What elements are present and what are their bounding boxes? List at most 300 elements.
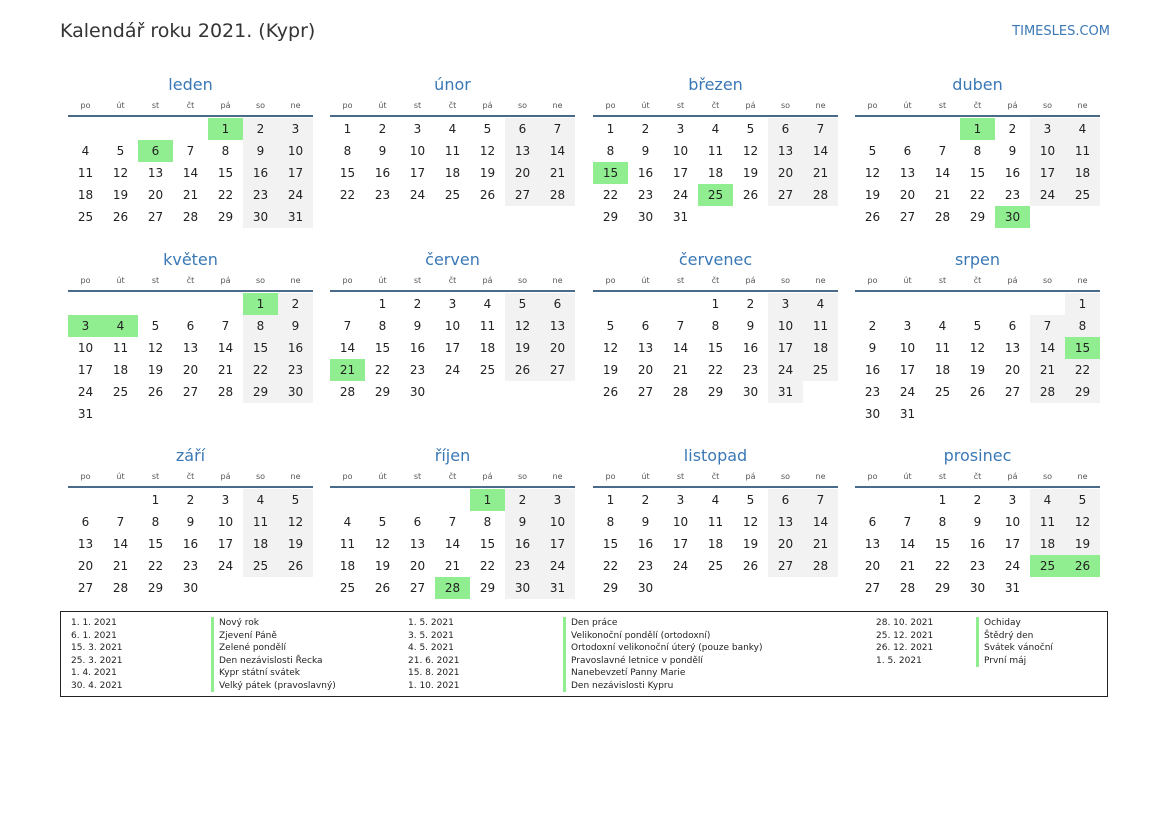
day-cell[interactable]: 18 <box>479 341 496 355</box>
day-cell[interactable]: 13 <box>505 140 540 162</box>
day-cell[interactable]: 26 <box>969 385 986 399</box>
day-cell[interactable]: 8 <box>243 315 278 337</box>
day-cell[interactable]: 18 <box>707 537 724 551</box>
day-cell[interactable]: 23 <box>742 363 759 377</box>
day-cell[interactable]: 26 <box>505 359 540 381</box>
holiday-day-cell[interactable]: 3 <box>68 315 103 337</box>
day-cell[interactable]: 21 <box>803 162 838 184</box>
day-cell[interactable]: 1 <box>606 493 615 507</box>
day-cell[interactable]: 24 <box>672 559 689 573</box>
day-cell[interactable]: 30 <box>742 385 759 399</box>
day-cell[interactable]: 29 <box>969 210 986 224</box>
day-cell[interactable]: 6 <box>768 489 803 511</box>
day-cell[interactable]: 8 <box>711 319 720 333</box>
day-cell[interactable]: 5 <box>606 319 615 333</box>
day-cell[interactable]: 26 <box>479 188 496 202</box>
day-cell[interactable]: 22 <box>969 188 986 202</box>
day-cell[interactable]: 31 <box>540 577 575 599</box>
day-cell[interactable]: 30 <box>864 407 881 421</box>
day-cell[interactable]: 10 <box>278 140 313 162</box>
day-cell[interactable]: 23 <box>637 188 654 202</box>
day-cell[interactable]: 1 <box>606 122 615 136</box>
holiday-day-cell[interactable]: 4 <box>103 315 138 337</box>
day-cell[interactable]: 28 <box>112 581 129 595</box>
day-cell[interactable]: 27 <box>637 385 654 399</box>
day-cell[interactable]: 28 <box>182 210 199 224</box>
day-cell[interactable]: 7 <box>803 489 838 511</box>
day-cell[interactable]: 11 <box>112 341 129 355</box>
day-cell[interactable]: 18 <box>803 337 838 359</box>
day-cell[interactable]: 9 <box>186 515 195 529</box>
day-cell[interactable]: 10 <box>1004 515 1021 529</box>
day-cell[interactable]: 25 <box>707 559 724 573</box>
day-cell[interactable]: 23 <box>278 359 313 381</box>
day-cell[interactable]: 15 <box>969 166 986 180</box>
day-cell[interactable]: 14 <box>934 166 951 180</box>
day-cell[interactable]: 13 <box>182 341 199 355</box>
day-cell[interactable]: 15 <box>339 166 356 180</box>
day-cell[interactable]: 16 <box>864 363 881 377</box>
day-cell[interactable]: 16 <box>1004 166 1021 180</box>
day-cell[interactable]: 17 <box>278 162 313 184</box>
day-cell[interactable]: 13 <box>147 166 164 180</box>
day-cell[interactable]: 26 <box>602 385 619 399</box>
day-cell[interactable]: 30 <box>243 206 278 228</box>
day-cell[interactable]: 24 <box>1004 559 1021 573</box>
day-cell[interactable]: 15 <box>374 341 391 355</box>
day-cell[interactable]: 20 <box>540 337 575 359</box>
day-cell[interactable]: 19 <box>864 188 881 202</box>
day-cell[interactable]: 12 <box>112 166 129 180</box>
day-cell[interactable]: 11 <box>339 537 356 551</box>
day-cell[interactable]: 20 <box>864 559 881 573</box>
day-cell[interactable]: 1 <box>711 297 720 311</box>
day-cell[interactable]: 12 <box>147 341 164 355</box>
day-cell[interactable]: 10 <box>77 341 94 355</box>
day-cell[interactable]: 3 <box>676 493 685 507</box>
day-cell[interactable]: 16 <box>182 537 199 551</box>
day-cell[interactable]: 14 <box>1030 337 1065 359</box>
day-cell[interactable]: 21 <box>112 559 129 573</box>
day-cell[interactable]: 17 <box>1030 162 1065 184</box>
day-cell[interactable]: 17 <box>77 363 94 377</box>
day-cell[interactable]: 10 <box>409 144 426 158</box>
day-cell[interactable]: 12 <box>1065 511 1100 533</box>
day-cell[interactable]: 9 <box>278 315 313 337</box>
day-cell[interactable]: 5 <box>973 319 982 333</box>
day-cell[interactable]: 9 <box>746 319 755 333</box>
day-cell[interactable]: 3 <box>221 493 230 507</box>
day-cell[interactable]: 4 <box>711 122 720 136</box>
holiday-day-cell[interactable]: 30 <box>995 206 1030 228</box>
day-cell[interactable]: 4 <box>1030 489 1065 511</box>
day-cell[interactable]: 2 <box>378 122 387 136</box>
day-cell[interactable]: 4 <box>483 297 492 311</box>
day-cell[interactable]: 19 <box>505 337 540 359</box>
day-cell[interactable]: 14 <box>217 341 234 355</box>
day-cell[interactable]: 4 <box>243 489 278 511</box>
day-cell[interactable]: 25 <box>339 581 356 595</box>
day-cell[interactable]: 25 <box>934 385 951 399</box>
day-cell[interactable]: 20 <box>768 533 803 555</box>
day-cell[interactable]: 18 <box>339 559 356 573</box>
day-cell[interactable]: 3 <box>1008 493 1017 507</box>
day-cell[interactable]: 16 <box>278 337 313 359</box>
day-cell[interactable]: 23 <box>864 385 881 399</box>
day-cell[interactable]: 17 <box>540 533 575 555</box>
day-cell[interactable]: 10 <box>217 515 234 529</box>
day-cell[interactable]: 18 <box>707 166 724 180</box>
day-cell[interactable]: 8 <box>151 515 160 529</box>
day-cell[interactable]: 6 <box>868 515 877 529</box>
day-cell[interactable]: 3 <box>413 122 422 136</box>
day-cell[interactable]: 1 <box>938 493 947 507</box>
day-cell[interactable]: 28 <box>217 385 234 399</box>
day-cell[interactable]: 26 <box>864 210 881 224</box>
day-cell[interactable]: 3 <box>540 489 575 511</box>
day-cell[interactable]: 18 <box>112 363 129 377</box>
day-cell[interactable]: 7 <box>343 319 352 333</box>
day-cell[interactable]: 16 <box>374 166 391 180</box>
day-cell[interactable]: 6 <box>540 293 575 315</box>
day-cell[interactable]: 11 <box>1030 511 1065 533</box>
day-cell[interactable]: 29 <box>374 385 391 399</box>
day-cell[interactable]: 23 <box>243 184 278 206</box>
day-cell[interactable]: 19 <box>1065 533 1100 555</box>
day-cell[interactable]: 28 <box>672 385 689 399</box>
day-cell[interactable]: 7 <box>1030 315 1065 337</box>
day-cell[interactable]: 31 <box>768 381 803 403</box>
day-cell[interactable]: 5 <box>151 319 160 333</box>
day-cell[interactable]: 7 <box>903 515 912 529</box>
day-cell[interactable]: 18 <box>243 533 278 555</box>
day-cell[interactable]: 27 <box>899 210 916 224</box>
day-cell[interactable]: 15 <box>479 537 496 551</box>
day-cell[interactable]: 2 <box>746 297 755 311</box>
day-cell[interactable]: 29 <box>1065 381 1100 403</box>
day-cell[interactable]: 14 <box>182 166 199 180</box>
day-cell[interactable]: 30 <box>182 581 199 595</box>
day-cell[interactable]: 11 <box>707 515 724 529</box>
day-cell[interactable]: 28 <box>339 385 356 399</box>
day-cell[interactable]: 17 <box>899 363 916 377</box>
day-cell[interactable]: 16 <box>969 537 986 551</box>
day-cell[interactable]: 20 <box>899 188 916 202</box>
day-cell[interactable]: 19 <box>147 363 164 377</box>
day-cell[interactable]: 7 <box>186 144 195 158</box>
day-cell[interactable]: 29 <box>602 210 619 224</box>
day-cell[interactable]: 16 <box>243 162 278 184</box>
day-cell[interactable]: 25 <box>243 555 278 577</box>
day-cell[interactable]: 5 <box>116 144 125 158</box>
day-cell[interactable]: 19 <box>742 166 759 180</box>
day-cell[interactable]: 17 <box>672 166 689 180</box>
day-cell[interactable]: 4 <box>343 515 352 529</box>
day-cell[interactable]: 3 <box>278 118 313 140</box>
day-cell[interactable]: 13 <box>768 511 803 533</box>
day-cell[interactable]: 27 <box>77 581 94 595</box>
day-cell[interactable]: 20 <box>505 162 540 184</box>
day-cell[interactable]: 11 <box>77 166 94 180</box>
day-cell[interactable]: 26 <box>742 188 759 202</box>
day-cell[interactable]: 12 <box>602 341 619 355</box>
day-cell[interactable]: 4 <box>711 493 720 507</box>
day-cell[interactable]: 6 <box>505 118 540 140</box>
day-cell[interactable]: 18 <box>1065 162 1100 184</box>
day-cell[interactable]: 6 <box>1008 319 1017 333</box>
day-cell[interactable]: 28 <box>540 184 575 206</box>
day-cell[interactable]: 12 <box>505 315 540 337</box>
day-cell[interactable]: 11 <box>934 341 951 355</box>
day-cell[interactable]: 2 <box>505 489 540 511</box>
day-cell[interactable]: 27 <box>768 555 803 577</box>
day-cell[interactable]: 22 <box>147 559 164 573</box>
day-cell[interactable]: 26 <box>278 555 313 577</box>
day-cell[interactable]: 19 <box>969 363 986 377</box>
day-cell[interactable]: 1 <box>151 493 160 507</box>
day-cell[interactable]: 15 <box>217 166 234 180</box>
day-cell[interactable]: 16 <box>742 341 759 355</box>
day-cell[interactable]: 5 <box>746 122 755 136</box>
day-cell[interactable]: 8 <box>1065 315 1100 337</box>
day-cell[interactable]: 24 <box>77 385 94 399</box>
holiday-day-cell[interactable]: 1 <box>960 118 995 140</box>
day-cell[interactable]: 24 <box>672 188 689 202</box>
day-cell[interactable]: 20 <box>147 188 164 202</box>
day-cell[interactable]: 18 <box>1030 533 1065 555</box>
day-cell[interactable]: 31 <box>899 407 916 421</box>
holiday-day-cell[interactable]: 1 <box>243 293 278 315</box>
day-cell[interactable]: 2 <box>641 122 650 136</box>
day-cell[interactable]: 14 <box>112 537 129 551</box>
day-cell[interactable]: 22 <box>1065 359 1100 381</box>
day-cell[interactable]: 6 <box>81 515 90 529</box>
day-cell[interactable]: 28 <box>899 581 916 595</box>
day-cell[interactable]: 8 <box>973 144 982 158</box>
day-cell[interactable]: 9 <box>378 144 387 158</box>
holiday-day-cell[interactable]: 6 <box>138 140 173 162</box>
day-cell[interactable]: 2 <box>868 319 877 333</box>
day-cell[interactable]: 14 <box>339 341 356 355</box>
day-cell[interactable]: 8 <box>606 515 615 529</box>
day-cell[interactable]: 25 <box>112 385 129 399</box>
day-cell[interactable]: 31 <box>1004 581 1021 595</box>
day-cell[interactable]: 22 <box>602 559 619 573</box>
holiday-day-cell[interactable]: 1 <box>470 489 505 511</box>
day-cell[interactable]: 3 <box>1030 118 1065 140</box>
day-cell[interactable]: 18 <box>934 363 951 377</box>
day-cell[interactable]: 27 <box>409 581 426 595</box>
day-cell[interactable]: 19 <box>278 533 313 555</box>
day-cell[interactable]: 18 <box>77 188 94 202</box>
day-cell[interactable]: 26 <box>374 581 391 595</box>
day-cell[interactable]: 19 <box>479 166 496 180</box>
day-cell[interactable]: 20 <box>182 363 199 377</box>
day-cell[interactable]: 27 <box>540 359 575 381</box>
day-cell[interactable]: 16 <box>409 341 426 355</box>
holiday-day-cell[interactable]: 25 <box>1030 555 1065 577</box>
day-cell[interactable]: 24 <box>409 188 426 202</box>
day-cell[interactable]: 11 <box>243 511 278 533</box>
day-cell[interactable]: 19 <box>742 537 759 551</box>
day-cell[interactable]: 1 <box>378 297 387 311</box>
day-cell[interactable]: 9 <box>1008 144 1017 158</box>
day-cell[interactable]: 17 <box>1004 537 1021 551</box>
day-cell[interactable]: 29 <box>707 385 724 399</box>
holiday-day-cell[interactable]: 1 <box>208 118 243 140</box>
day-cell[interactable]: 24 <box>540 555 575 577</box>
day-cell[interactable]: 8 <box>483 515 492 529</box>
day-cell[interactable]: 30 <box>637 581 654 595</box>
day-cell[interactable]: 20 <box>637 363 654 377</box>
day-cell[interactable]: 14 <box>672 341 689 355</box>
day-cell[interactable]: 28 <box>803 184 838 206</box>
day-cell[interactable]: 30 <box>505 577 540 599</box>
day-cell[interactable]: 2 <box>1008 122 1017 136</box>
day-cell[interactable]: 5 <box>483 122 492 136</box>
day-cell[interactable]: 7 <box>803 118 838 140</box>
day-cell[interactable]: 25 <box>1065 184 1100 206</box>
day-cell[interactable]: 4 <box>448 122 457 136</box>
day-cell[interactable]: 5 <box>378 515 387 529</box>
day-cell[interactable]: 5 <box>278 489 313 511</box>
day-cell[interactable]: 14 <box>540 140 575 162</box>
day-cell[interactable]: 27 <box>768 184 803 206</box>
day-cell[interactable]: 21 <box>540 162 575 184</box>
day-cell[interactable]: 21 <box>934 188 951 202</box>
day-cell[interactable]: 14 <box>803 140 838 162</box>
day-cell[interactable]: 9 <box>413 319 422 333</box>
day-cell[interactable]: 10 <box>768 315 803 337</box>
day-cell[interactable]: 27 <box>147 210 164 224</box>
day-cell[interactable]: 27 <box>182 385 199 399</box>
day-cell[interactable]: 23 <box>637 559 654 573</box>
day-cell[interactable]: 16 <box>637 537 654 551</box>
day-cell[interactable]: 13 <box>899 166 916 180</box>
day-cell[interactable]: 2 <box>278 293 313 315</box>
day-cell[interactable]: 7 <box>221 319 230 333</box>
day-cell[interactable]: 22 <box>339 188 356 202</box>
day-cell[interactable]: 6 <box>186 319 195 333</box>
day-cell[interactable]: 15 <box>243 337 278 359</box>
day-cell[interactable]: 26 <box>147 385 164 399</box>
day-cell[interactable]: 22 <box>217 188 234 202</box>
day-cell[interactable]: 6 <box>413 515 422 529</box>
day-cell[interactable]: 4 <box>938 319 947 333</box>
day-cell[interactable]: 24 <box>444 363 461 377</box>
day-cell[interactable]: 31 <box>77 407 94 421</box>
day-cell[interactable]: 3 <box>903 319 912 333</box>
day-cell[interactable]: 2 <box>243 118 278 140</box>
day-cell[interactable]: 22 <box>479 559 496 573</box>
day-cell[interactable]: 5 <box>868 144 877 158</box>
day-cell[interactable]: 23 <box>505 555 540 577</box>
day-cell[interactable]: 17 <box>672 537 689 551</box>
day-cell[interactable]: 24 <box>1030 184 1065 206</box>
day-cell[interactable]: 31 <box>672 210 689 224</box>
day-cell[interactable]: 15 <box>147 537 164 551</box>
day-cell[interactable]: 17 <box>444 341 461 355</box>
day-cell[interactable]: 7 <box>540 118 575 140</box>
day-cell[interactable]: 20 <box>768 162 803 184</box>
day-cell[interactable]: 13 <box>768 140 803 162</box>
day-cell[interactable]: 24 <box>768 359 803 381</box>
day-cell[interactable]: 27 <box>1004 385 1021 399</box>
day-cell[interactable]: 2 <box>973 493 982 507</box>
day-cell[interactable]: 10 <box>672 515 689 529</box>
day-cell[interactable]: 21 <box>182 188 199 202</box>
day-cell[interactable]: 28 <box>803 555 838 577</box>
day-cell[interactable]: 8 <box>221 144 230 158</box>
day-cell[interactable]: 4 <box>803 293 838 315</box>
day-cell[interactable]: 12 <box>864 166 881 180</box>
day-cell[interactable]: 11 <box>444 144 461 158</box>
day-cell[interactable]: 28 <box>934 210 951 224</box>
day-cell[interactable]: 22 <box>707 363 724 377</box>
day-cell[interactable]: 27 <box>864 581 881 595</box>
day-cell[interactable]: 25 <box>77 210 94 224</box>
holiday-day-cell[interactable]: 28 <box>435 577 470 599</box>
day-cell[interactable]: 24 <box>217 559 234 573</box>
day-cell[interactable]: 29 <box>602 581 619 595</box>
day-cell[interactable]: 26 <box>112 210 129 224</box>
day-cell[interactable]: 12 <box>278 511 313 533</box>
day-cell[interactable]: 17 <box>217 537 234 551</box>
holiday-day-cell[interactable]: 26 <box>1065 555 1100 577</box>
day-cell[interactable]: 30 <box>278 381 313 403</box>
day-cell[interactable]: 30 <box>969 581 986 595</box>
day-cell[interactable]: 15 <box>707 341 724 355</box>
day-cell[interactable]: 3 <box>676 122 685 136</box>
day-cell[interactable]: 9 <box>641 144 650 158</box>
day-cell[interactable]: 17 <box>409 166 426 180</box>
day-cell[interactable]: 10 <box>540 511 575 533</box>
holiday-day-cell[interactable]: 15 <box>1065 337 1100 359</box>
day-cell[interactable]: 29 <box>479 581 496 595</box>
day-cell[interactable]: 13 <box>1004 341 1021 355</box>
day-cell[interactable]: 11 <box>479 319 496 333</box>
day-cell[interactable]: 9 <box>868 341 877 355</box>
holiday-day-cell[interactable]: 25 <box>698 184 733 206</box>
day-cell[interactable]: 21 <box>899 559 916 573</box>
day-cell[interactable]: 13 <box>77 537 94 551</box>
day-cell[interactable]: 12 <box>742 144 759 158</box>
day-cell[interactable]: 9 <box>641 515 650 529</box>
day-cell[interactable]: 9 <box>505 511 540 533</box>
day-cell[interactable]: 9 <box>973 515 982 529</box>
day-cell[interactable]: 12 <box>479 144 496 158</box>
day-cell[interactable]: 14 <box>444 537 461 551</box>
day-cell[interactable]: 6 <box>768 118 803 140</box>
day-cell[interactable]: 11 <box>1065 140 1100 162</box>
day-cell[interactable]: 25 <box>479 363 496 377</box>
day-cell[interactable]: 29 <box>934 581 951 595</box>
day-cell[interactable]: 8 <box>378 319 387 333</box>
day-cell[interactable]: 3 <box>448 297 457 311</box>
day-cell[interactable]: 16 <box>637 166 654 180</box>
day-cell[interactable]: 12 <box>742 515 759 529</box>
day-cell[interactable]: 8 <box>606 144 615 158</box>
day-cell[interactable]: 12 <box>374 537 391 551</box>
day-cell[interactable]: 7 <box>116 515 125 529</box>
day-cell[interactable]: 15 <box>602 537 619 551</box>
day-cell[interactable]: 23 <box>409 363 426 377</box>
day-cell[interactable]: 30 <box>637 210 654 224</box>
day-cell[interactable]: 31 <box>278 206 313 228</box>
day-cell[interactable]: 2 <box>413 297 422 311</box>
day-cell[interactable]: 5 <box>1065 489 1100 511</box>
day-cell[interactable]: 20 <box>409 559 426 573</box>
